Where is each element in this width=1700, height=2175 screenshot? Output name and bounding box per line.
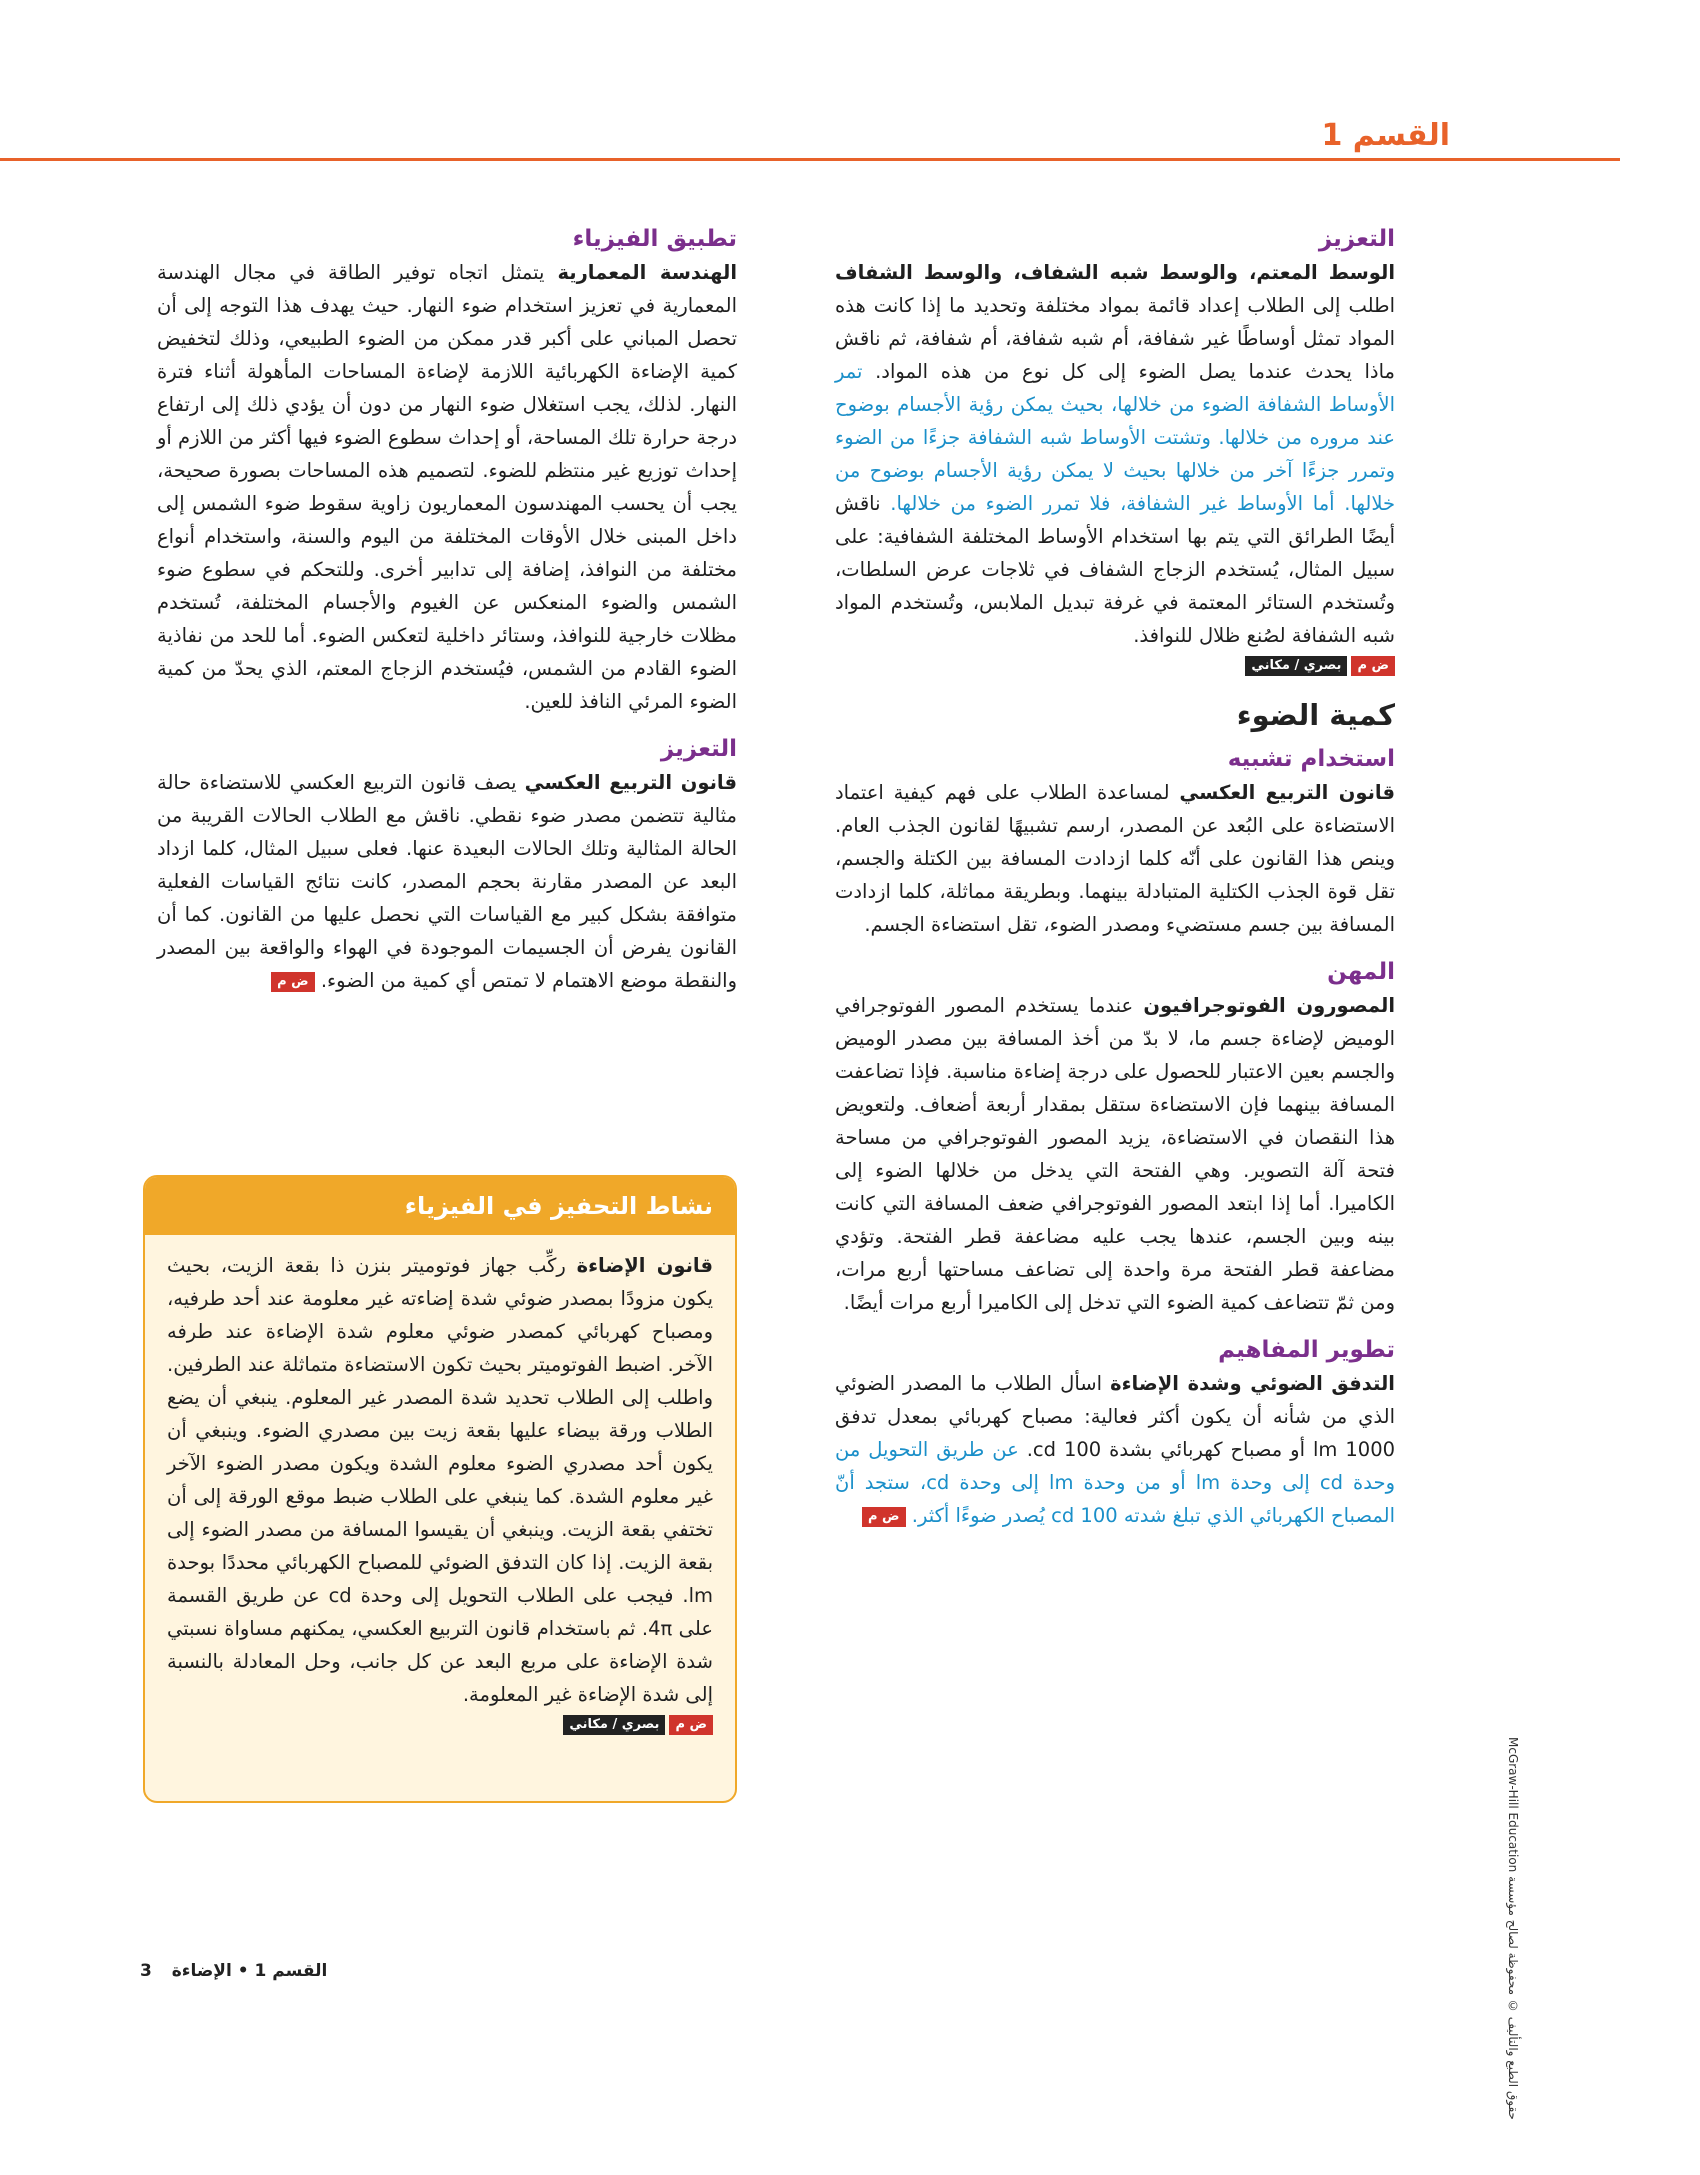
- concepts-answer: عن طريق التحويل من وحدة cd إلى وحدة lm أو من وحدة lm إلى وحدة cd، ستجد أنّ المصباح الكهربائي الذي تبلغ شدته 100 cd يُصدر ضوءًا أكثر.: [835, 1438, 1395, 1527]
- concepts-paragraph: [835, 1367, 1395, 1532]
- copyright-credit: حقوق الطبع والتأليف © محفوظة لصالح مؤسسة McGraw-Hill Education: [1506, 1737, 1520, 2120]
- learning-style-badge: بصري / مكاني: [563, 1715, 665, 1735]
- footer-label: القسم 1 • الإضاءة: [171, 1961, 328, 1981]
- reinforce-text-2: ناقش أيضًا الطرائق التي يتم بها استخدام الأوساط المختلفة الشفافية: على سبيل المثال، يُستخدم الزجاج الشفاف في ثلاجات عرض السلطات، وتُستخدم الستائر المعتمة في غرفة تبديل الملابس، وتُستخدم المواد شبه الشفافة لصُنع ظلال للنوافذ.: [835, 492, 1395, 647]
- level-badge: ض م: [669, 1715, 713, 1735]
- level-badge: ض م: [1351, 656, 1395, 676]
- reinforce-answer: تمر الأوساط الشفافة الضوء من خلالها، بحيث يمكن رؤية الأجسام بوضوح عند مروره من خلالها. وتشتت الأوساط شبه الشفافة جزءًا من الضوء وتمرر جزءًا آخر من خلالها بحيث لا يمكن رؤية الأجسام بوضوح من خلالها. أما الأوساط غير الشفافة، فلا تمرر الضوء من خلالها.: [835, 360, 1396, 515]
- activity-title: نشاط التحفيز في الفيزياء: [145, 1177, 735, 1235]
- analogy-paragraph: [835, 776, 1395, 941]
- concepts-heading: تطوير المفاهيم: [1218, 1337, 1395, 1363]
- activity-tags: [167, 1715, 713, 1735]
- section-title: القسم 1: [1321, 118, 1450, 153]
- reinforce-paragraph: [835, 256, 1395, 652]
- learning-style-badge: بصري / مكاني: [1245, 656, 1347, 676]
- left-column: [157, 222, 737, 997]
- reinforce-term: الوسط المعتم، والوسط شبه الشفاف، والوسط الشفاف: [835, 261, 1395, 284]
- reinforce-text-1: اطلب إلى الطلاب إعداد قائمة بمواد مختلفة وتحديد ما إذا كانت هذه المواد تمثل أوساطًا غير شفافة، أم شبه شفافة، أم شفافة، ثم ناقش ماذا يحدث عندما يصل الضوء إلى كل نوع من هذه المواد.: [835, 294, 1395, 383]
- light-quantity-heading: كمية الضوء: [1236, 698, 1395, 732]
- header-rule: [0, 158, 1620, 161]
- physics-app-text: يتمثل اتجاه توفير الطاقة في مجال الهندسة المعمارية في تعزيز استخدام ضوء النهار. حيث يهدف هذا التوجه إلى أن تحصل المباني على أكبر قدر ممكن من الضوء الطبيعي، وذلك لتخفيض كمية الإضاءة الكهربائية اللازمة لإضاءة المساحات المأهولة أثناء فترة النهار. لذلك، يجب استغلال ضوء النهار من دون أن يؤدي ذلك إلى ارتفاع درجة حرارة تلك المساحة، أو إحداث سطوع الضوء فيها أكثر من اللازم أو إحداث توزيع غير منتظم للضوء. لتصميم هذه المساحات بصورة صحيحة، يجب أن يحسب المهندسون المعماريون زاوية سقوط ضوء الشمس إلى داخل المبنى خلال الأوقات المختلفة من اليوم والسنة، واستخدام أنواع مختلفة من النوافذ، إضافة إلى تدابير أخرى. وللتحكم في سطوع ضوء الشمس والضوء المنعكس عن الغيوم والأجسام المختلفة، تُستخدم مظلات خارجية للنوافذ، وستائر داخلية لتعكس الضوء. أما للحد من نفاذية الضوء القادم من الشمس، فيُستخدم الزجاج المعتم، الذي يحدّ من كمية الضوء المرئي النافذ للعين.: [157, 261, 737, 713]
- reinforce-heading: التعزيز: [1318, 226, 1395, 252]
- analogy-text: لمساعدة الطلاب على فهم كيفية اعتماد الاستضاءة على البُعد عن المصدر، ارسم تشبيهًا لقانون الجذب العام. وينص هذا القانون على أنّه كلما ازدادت المسافة بين الكتلة والجسم، تقل قوة الجذب الكتلية المتبادلة بينهما. وبطريقة مماثلة، كلما ازدادت المسافة بين جسم مستضيء ومصدر الضوء، تقل استضاءة الجسم.: [835, 781, 1395, 936]
- careers-text: عندما يستخدم المصور الفوتوجرافي الوميض لإضاءة جسم ما، لا بدّ من أخذ المسافة بين مصدر الوميض والجسم بعين الاعتبار للحصول على درجة إضاءة مناسبة. فإذا تضاعفت المسافة بينهما فإن الاستضاءة ستقل بمقدار أربعة أضعاف. ولتعويض هذا النقصان في الاستضاءة، يزيد المصور الفوتوجرافي من مساحة فتحة آلة التصوير. وهي الفتحة التي يدخل من خلالها الضوء إلى الكاميرا. أما إذا ابتعد المصور الفوتوجرافي ضعف المسافة التي كانت بينه وبين الجسم، عندها يجب عليه مضاعفة قطر الفتحة. وتؤدي مضاعفة قطر الفتحة مرة واحدة إلى تضاعف مساحتها أربع مرات، ومن ثمّ تتضاعف كمية الضوء التي تدخل إلى الكاميرا أربع مرات أيضًا.: [835, 994, 1395, 1314]
- careers-heading: المهن: [1327, 959, 1395, 985]
- analogy-heading: استخدام تشبيه: [1227, 746, 1395, 772]
- analogy-term: قانون التربيع العكسي: [1179, 781, 1395, 804]
- careers-term: المصورون الفوتوجرافيون: [1143, 994, 1395, 1017]
- physics-app-paragraph: [157, 256, 737, 718]
- activity-text: ركِّب جهاز فوتوميتر بنزن ذا بقعة الزيت، بحيث يكون مزودًا بمصدر ضوئي شدة إضاءته غير معلومة عند أحد طرفيه، ومصباح كهربائي كمصدر ضوئي معلوم شدة الإضاءة عند طرفه الآخر. اضبط الفوتوميتر بحيث تكون الاستضاءة متماثلة عند الطرفين. واطلب إلى الطلاب تحديد شدة المصدر غير المعلوم. ينبغي أن يضع الطلاب ورقة بيضاء عليها بقعة زيت بين مصدري الضوء. وينبغي أن يكون أحد مصدري الضوء معلوم الشدة ويكون مصدر الضوء الآخر غير معلوم الشدة. كما ينبغي على الطلاب ضبط موقع الورقة إلى أن تختفي بقعة الزيت. وينبغي أن يقيسوا المسافة من مصدر الضوء إلى بقعة الزيت. إذا كان التدفق الضوئي للمصباح الكهربائي محددًا بوحدة lm. فيجب على الطلاب التحويل إلى وحدة cd عن طريق القسمة على 4π. ثم باستخدام قانون التربيع العكسي، يمكنهم مساواة نسبتي شدة الإضاءة على مربع البعد عن كل جانب، وحل المعادلة بالنسبة إلى شدة الإضاءة غير المعلومة.: [167, 1254, 713, 1706]
- level-badge: ض م: [271, 972, 315, 992]
- careers-paragraph: [835, 989, 1395, 1319]
- reinforce2-paragraph: [157, 766, 737, 997]
- activity-body: [145, 1235, 735, 1735]
- concepts-term: التدفق الضوئي وشدة الإضاءة: [1110, 1372, 1395, 1395]
- reinforce-tags: [835, 656, 1395, 676]
- reinforce2-heading: التعزيز: [660, 736, 737, 762]
- level-badge: ض م: [862, 1507, 906, 1527]
- activity-paragraph: [167, 1249, 713, 1711]
- physics-app-term: الهندسة المعمارية: [557, 261, 737, 284]
- page-footer: [140, 1961, 327, 1981]
- physics-app-heading: تطبيق الفيزياء: [572, 226, 737, 252]
- reinforce2-text: يصف قانون التربيع العكسي للاستضاءة حالة مثالية تتضمن مصدر ضوء نقطي. ناقش مع الطلاب الحالات القريبة من الحالة المثالية وتلك الحالات البعيدة عنها. فعلى سبيل المثال، كلما ازداد البعد عن المصدر مقارنة بحجم المصدر، كانت نتائج القياسات الفعلية متوافقة بشكل كبير مع القياسات التي نحصل عليها من القانون. كما أن القانون يفرض أن الجسيمات الموجودة في الهواء والواقعة بين المصدر والنقطة موضع الاهتمام لا تمتص أي كمية من الضوء.: [157, 771, 737, 992]
- right-column: [835, 222, 1395, 1532]
- activity-box: [143, 1175, 737, 1803]
- concepts-text: اسأل الطلاب ما المصدر الضوئي الذي من شأنه أن يكون أكثر فعالية: مصباح كهربائي بمعدل تدفق 1000 lm أو مصباح كهربائي بشدة 100 cd.: [835, 1372, 1396, 1461]
- page-number: 3: [140, 1961, 152, 1981]
- reinforce2-term: قانون التربيع العكسي: [524, 771, 738, 794]
- activity-term: قانون الإضاءة: [576, 1254, 714, 1277]
